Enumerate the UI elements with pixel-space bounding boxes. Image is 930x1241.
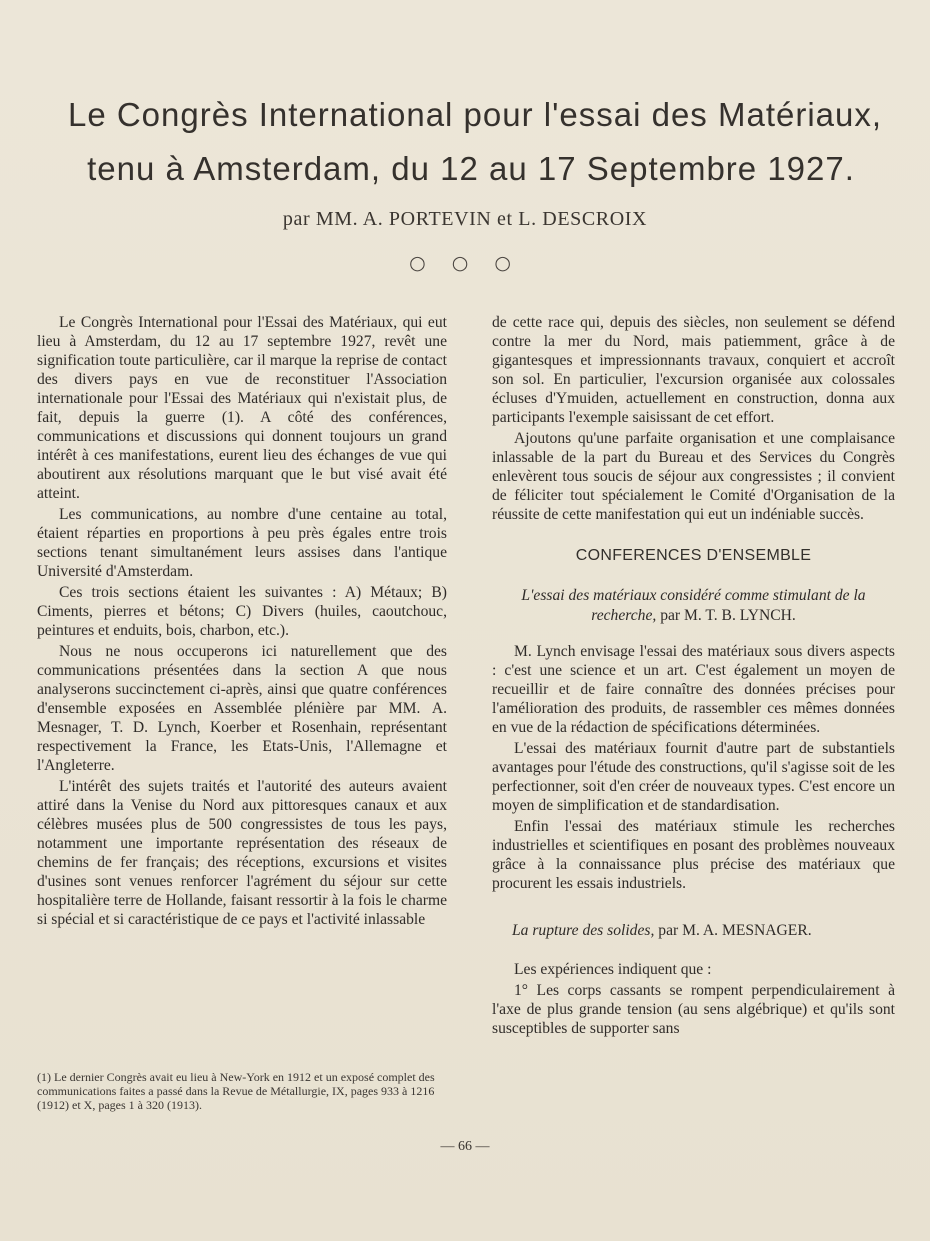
paragraph: Les expériences indiquent que :: [514, 961, 712, 978]
talk-heading-lynch: [492, 586, 895, 626]
right-column: [492, 313, 895, 1040]
talk-title: La rupture des solides,: [512, 922, 655, 939]
paragraph: Le Congrès International pour l'Essai des Matériaux, qui eut lieu à Amsterdam, du 12 au 17 septembre 1927, revêt une signification toute particulière, car il marque la reprise de contact des divers pays en vue de reconstituer l'Association internationale pour l'Essai des Matériaux qui n'existait plus, de fait, depuis la guerre (1). A côté des conférences, communications et discussions qui donnent toujours un grand intérêt à ces manifestations, eurent lieu des échanges de vue qui aboutirent aux résolutions marquant que le but visé avait été atteint.: [37, 314, 447, 502]
talk-author: par M. T. B. LYNCH.: [660, 607, 796, 624]
talk-author: par M. A. MESNAGER.: [658, 922, 812, 939]
footnote: (1) Le dernier Congrès avait eu lieu à New-York en 1912 et un exposé complet des communications faites a passé dans la Revue de Métallurgie, IX, pages 933 à 1216 (1912) et X, pages 1 à 320 (1913).: [37, 1070, 435, 1112]
paragraph: 1° Les corps cassants se rompent perpendiculairement à l'axe de plus grande tension (au sens algébrique) et qu'ils sont susceptibles de supporter sans: [492, 982, 895, 1037]
paragraph: L'intérêt des sujets traités et l'autorité des auteurs avaient attiré dans la Venise du Nord aux pittoresques canaux et aux célèbres musées plus de 500 congressistes de tous les pays, notamment une importante représentation des réseaux de chemins de fer français; des réceptions, excursions et visites d'usines sont venues renforcer l'agrément du séjour sur cette hospitalière terre de Hollande, faisant ressortir à la fois le charme si spécial et si caractéristique de ce pays et l'activité inlassable: [37, 778, 447, 928]
paragraph: M. Lynch envisage l'essai des matériaux sous divers aspects : c'est une science et un art. C'est également un moyen de recueillir et de faire connaître des données précises pour l'amélioration des produits, de rassembler ces mêmes données en vue de la rédaction de spécifications déterminées.: [492, 643, 895, 736]
byline: par MM. A. PORTEVIN et L. DESCROIX: [282, 208, 648, 230]
paragraph: Ajoutons qu'une parfaite organisation et une complaisance inlassable de la part du Bureau et des Services du Congrès enlevèrent tous soucis de séjour aux congressistes ; il convient de féliciter tout spécialement le Comité d'Organisation de la réussite de cette manifestation qui eut un indéniable succès.: [492, 430, 895, 523]
page-number: — 66 —: [440, 1139, 490, 1154]
paragraph: L'essai des matériaux fournit d'autre part de substantiels avantages pour l'étude des constructions, qu'il s'agisse soit de les perfectionner, soit d'en créer de nouveaux types. C'est encore un moyen de simplification et de standardisation.: [492, 740, 895, 814]
paragraph: de cette race qui, depuis des siècles, non seulement se défend contre la mer du Nord, mais patiemment, grâce à de gigantesques et impressionnants travaux, conquiert et accroît son sol. En particulier, l'excursion organisée aux colossales écluses d'Ymuiden, actuellement en construction, donna aux participants l'exemple saisissant de cet effort.: [492, 314, 895, 426]
paragraph: Enfin l'essai des matériaux stimule les recherches industrielles et scientifiques en posant des problèmes nouveaux grâce à la connaissance plus précise des matériaux que procurent les essais industriels.: [492, 818, 895, 892]
talk-heading-mesnager: [512, 921, 895, 940]
paragraph: Ces trois sections étaient les suivantes : A) Métaux; B) Ciments, pierres et bétons; C) Divers (huiles, caoutchouc, peintures et enduits, bois, charbon, etc.).: [37, 584, 447, 639]
title-line-1: Le Congrès International pour l'essai des Matériaux,: [67, 96, 883, 133]
paragraph: Les communications, au nombre d'une centaine au total, étaient réparties en proportions à peu près égales entre trois sections tenant simultanément leurs assises dans l'antique Université d'Amsterdam.: [37, 506, 447, 580]
section-heading: CONFERENCES D'ENSEMBLE: [575, 547, 812, 564]
talk-title: L'essai des matériaux considéré comme stimulant de la recherche,: [521, 587, 866, 624]
paragraph: Nous ne nous occuperons ici naturellement que des communications présentées dans la section A que nous analyserons succinctement ci-après, ainsi que quatre conférences d'ensemble exposées en Assemblée plénière par MM. A. Mesnager, T. D. Lynch, Koerber et Rosenhain, représentant respectivement la France, les Etats-Unis, l'Allemagne et l'Angleterre.: [37, 643, 447, 774]
ornament-circles: ○ ○ ○: [409, 252, 521, 274]
title-line-2: tenu à Amsterdam, du 12 au 17 Septembre 1927.: [87, 150, 855, 187]
left-column: [37, 313, 447, 931]
